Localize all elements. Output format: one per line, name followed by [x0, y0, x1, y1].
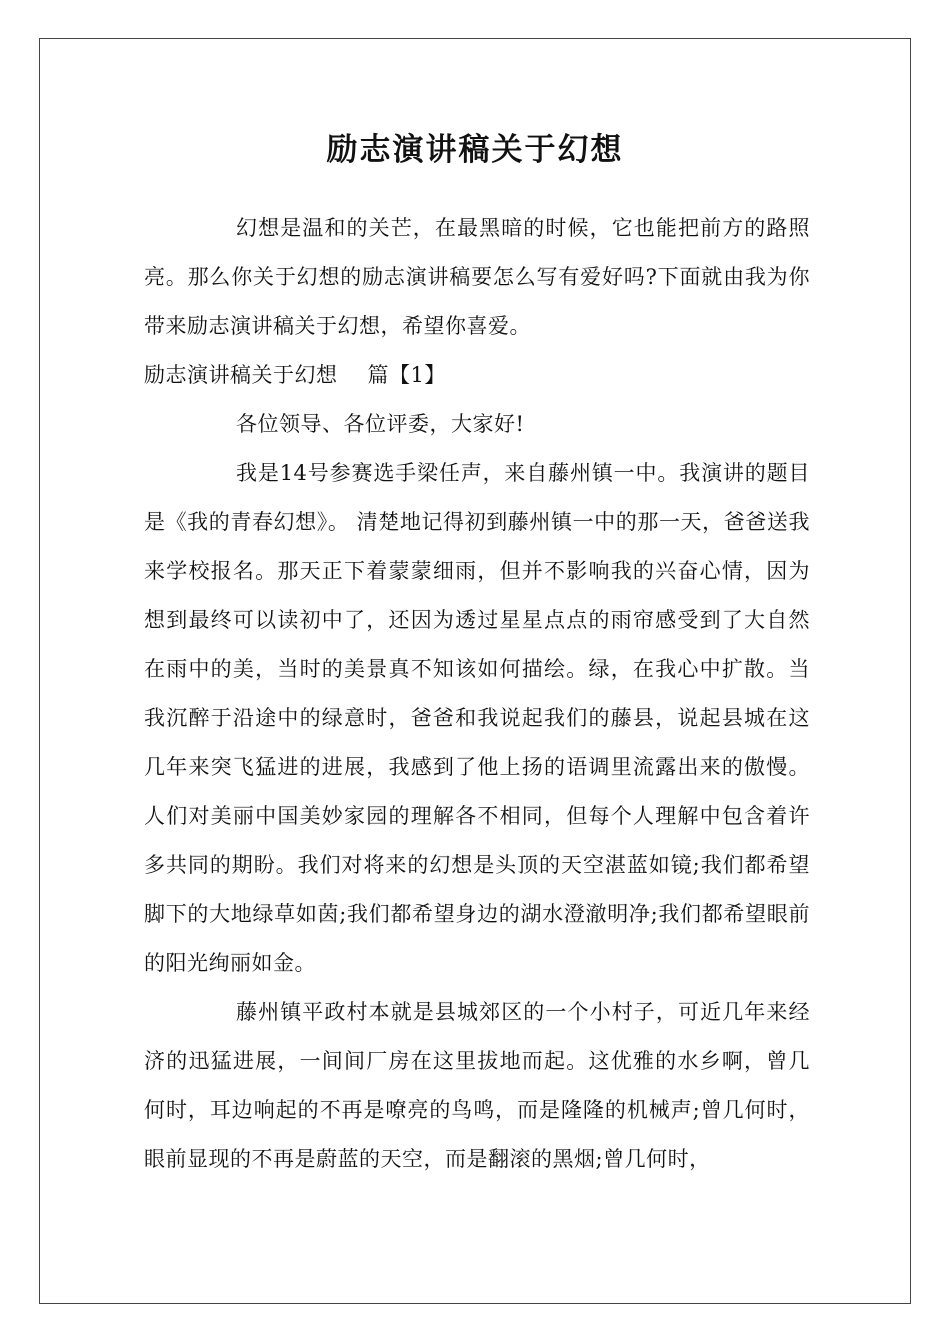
body-paragraph: 我是14号参赛选手梁任声，来自藤州镇一中。我演讲的题目是《我的青春幻想》。 清楚地记得初到藤州镇一中的那一天，爸爸送我来学校报名。那天正下着蒙蒙细雨，但并不影响我的兴奋心情，因为想到最终可以读初中了，还因为透过星星点点的雨帘感受到了大自然在雨中的美，当时的美景真不知该如何描绘。绿，在我心中扩散。当我沉醉于沿途中的绿意时，爸爸和我说起我们的藤县，说起县城在这几年来突飞猛进的进展，我感到了他上扬的语调里流露出来的傲慢。人们对美丽中国美妙家园的理解各不相同，但每个人理解中包含着许多共同的期盼。我们对将来的幻想是头顶的天空湛蓝如镜;我们都希望脚下的大地绿草如茵;我们都希望身边的湖水澄澈明净;我们都希望眼前的阳光绚丽如金。: [144, 461, 810, 975]
body-paragraph-greeting: 各位领导、各位评委，大家好!: [236, 412, 525, 436]
document-title: 励志演讲稿关于幻想: [326, 132, 624, 168]
section-heading-prefix: 励志演讲稿关于幻想: [144, 363, 338, 387]
section-heading-suffix: 篇【1】: [367, 363, 446, 387]
document-body: [144, 204, 810, 1184]
intro-paragraph: 幻想是温和的关芒，在最黑暗的时候，它也能把前方的路照亮。那么你关于幻想的励志演讲稿要怎么写有爱好吗?下面就由我为你带来励志演讲稿关于幻想，希望你喜爱。: [144, 216, 810, 338]
section-heading: [144, 351, 810, 400]
body-paragraph: 藤州镇平政村本就是县城郊区的一个小村子，可近几年来经济的迅猛进展，一间间厂房在这里拔地而起。这优雅的水乡啊，曾几何时，耳边响起的不再是嘹亮的鸟鸣，而是隆隆的机械声;曾几何时，眼前显现的不再是蔚蓝的天空，而是翻滚的黑烟;曾几何时，: [144, 1000, 810, 1171]
